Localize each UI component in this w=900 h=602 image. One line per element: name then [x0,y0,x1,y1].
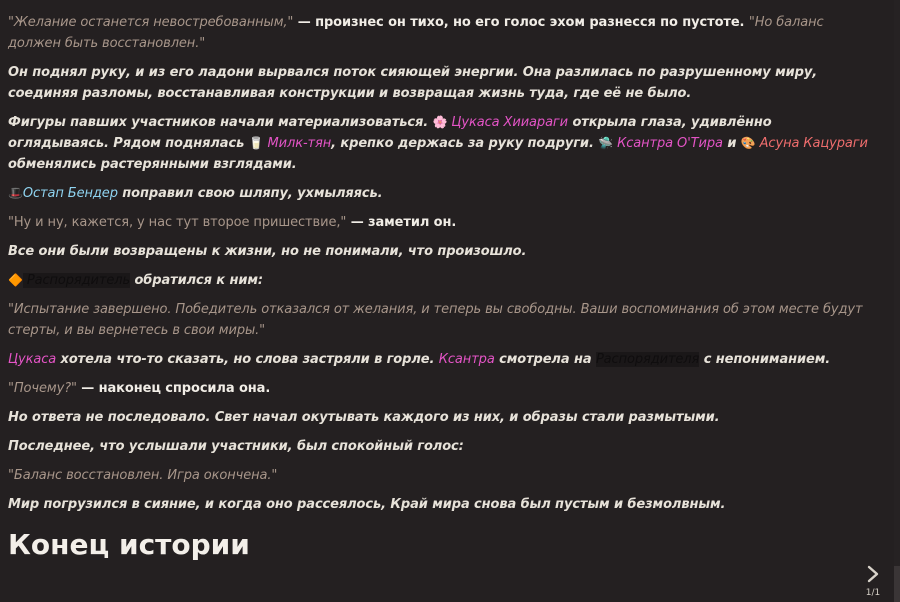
paragraph-9 [8,349,870,370]
paragraph-12: Последнее, что услышали участники, был спокойный голос: [8,439,464,454]
paragraph-11: Но ответа не последовало. Свет начал окутывать каждого из них, и образы стали размытыми. [8,410,720,425]
paragraph-8: "Испытание завершено. Победитель отказался от желания, и теперь вы свободны. Ваши воспоминания об этом месте будут стерты, и вы вернетесь в свои миры." [8,302,863,338]
character-ostap: Остап Бендер [22,186,118,201]
palette-icon: 🎨 [740,136,756,150]
character-xantra: Ксантра О'Тира [613,136,723,151]
character-milk-chan: Милк-тян [263,136,332,151]
quote: "Ну и ну, кажется, у нас тут второе пришествие," [8,215,347,230]
chevron-right-icon[interactable] [862,562,884,586]
narration: обменялись растерянными взглядами. [8,157,297,172]
paragraph-1 [8,12,870,54]
narration: и [722,136,741,151]
ufo-icon: 🛸 [598,136,614,150]
narration: — произнес он тихо, но его голос эхом разнесся по пустоте. [293,15,749,30]
quote: "Но баланс должен быть восстановлен." [8,15,824,51]
quote: "Желание останется невостребованным," [8,15,294,30]
quote: "Почему?" [8,381,77,396]
diamond-icon: 🔶 [8,273,23,287]
paragraph-14: Мир погрузился в сияние, и когда оно рассеялось, Край мира снова был пустым и безмолвным. [8,497,726,512]
character-asuna: Асуна Кацураги [755,136,868,151]
page-indicator: 1/1 [865,588,881,598]
paragraph-4 [8,183,870,204]
narration: обратился к ним: [130,273,263,288]
character-tsukasa: Цукаса [8,352,57,367]
flower-icon: 🌸 [432,115,448,129]
narration: , крепко держась за руку подруги. [331,136,599,151]
scrollbar[interactable] [894,0,900,602]
narration: — заметил он. [346,215,457,230]
narration: открыла глаза, удивлённо оглядываясь. Рядом поднялась [8,115,772,151]
character-tsukasa: Цукаса Хииараги [447,115,569,130]
narration: — наконец спросила она. [76,381,271,396]
character-steward: Распорядитель [22,273,131,288]
pager [860,562,886,598]
paragraph-10 [8,378,870,399]
character-xantra: Ксантра [438,352,495,367]
paragraph-5 [8,212,870,233]
hat-icon: 🎩 [8,186,23,200]
milk-icon: 🥛 [248,136,264,150]
paragraph-6: Все они были возвращены к жизни, но не понимали, что произошло. [8,244,527,259]
paragraph-3 [8,112,870,175]
character-steward: Распорядителя [595,352,700,367]
story-heading: Конец истории [8,528,250,561]
scrollbar-thumb[interactable] [894,566,900,602]
paragraph-2: Он поднял руку, и из его ладони вырвался поток сияющей энергии. Она разлилась по разрушенному миру, соединяя разломы, восстанавливая конструкции и возвращая жизнь туда, где её не было. [8,65,818,101]
narration: поправил свою шляпу, ухмыляясь. [117,186,383,201]
narration: смотрела на [494,352,596,367]
paragraph-13: "Баланс восстановлен. Игра окончена." [8,468,278,483]
narration: хотела что-то сказать, но слова застряли в горле. [56,352,439,367]
narration: Фигуры павших участников начали материализоваться. [8,115,433,130]
paragraph-7 [8,270,870,291]
narration: с непониманием. [699,352,831,367]
